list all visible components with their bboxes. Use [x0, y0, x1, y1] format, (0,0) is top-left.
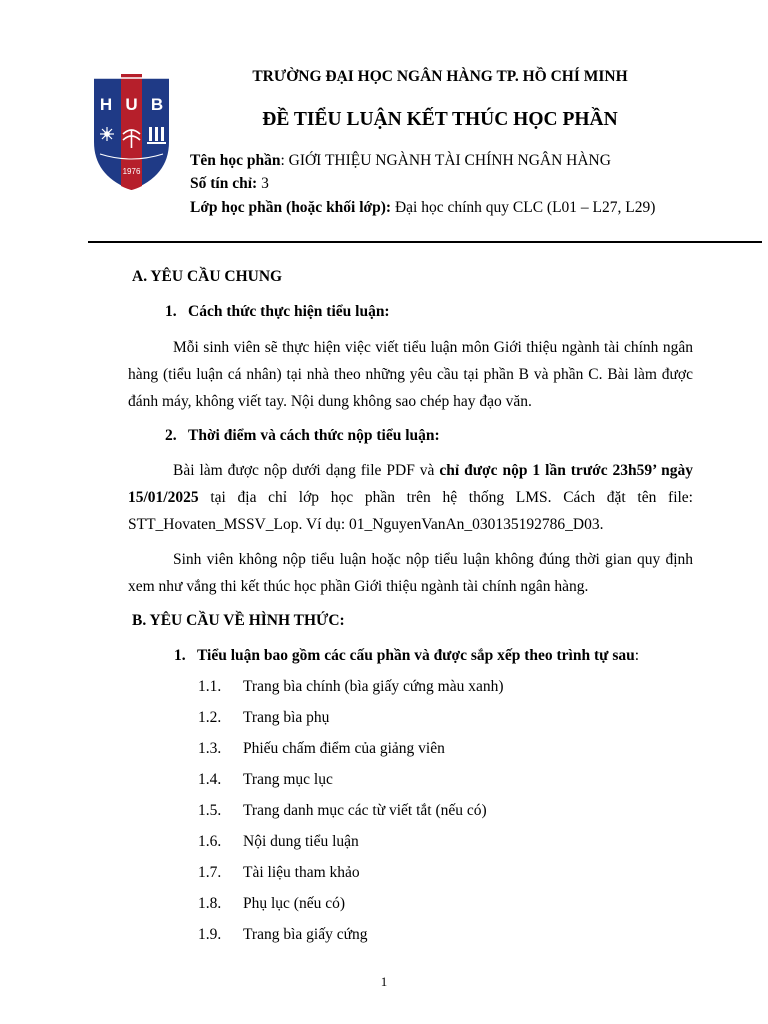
deadline-text: chỉ được nộp 1 lần trước 23h59’ ngày 15/01/2025: [128, 462, 693, 506]
item-number: 1.8.: [198, 895, 222, 912]
item-number: 1.7.: [198, 864, 222, 881]
item-number: 1.6.: [198, 833, 222, 850]
header-divider: [88, 241, 762, 243]
credits-value: 3: [257, 175, 269, 192]
item-text: Trang bìa giấy cứng: [243, 926, 368, 943]
sub-title: Tiểu luận bao gồm các cấu phần và được sắp xếp theo trình tự sau: [197, 647, 635, 664]
item-text: Trang mục lục: [243, 771, 333, 788]
course-value: : GIỚI THIỆU NGÀNH TÀI CHÍNH NGÂN HÀNG: [280, 152, 611, 169]
section-a-title: A. YÊU CẦU CHUNG: [132, 268, 283, 285]
item-text: Trang danh mục các từ viết tắt (nếu có): [243, 802, 487, 819]
course-label: Tên học phần: [190, 152, 281, 169]
school-name: TRƯỜNG ĐẠI HỌC NGÂN HÀNG TP. HỒ CHÍ MINH: [252, 68, 628, 85]
item-text: Tài liệu tham khảo: [243, 864, 360, 881]
sub-number: 1.: [174, 647, 186, 664]
sub-title: Cách thức thực hiện tiểu luận:: [188, 303, 390, 320]
paragraph-text: tại địa chỉ lớp học phần trên hệ thống LMS. Cách đặt tên file: STT_Hovaten_MSSV_Lop. Ví dụ: 01_NguyenVanAn_030135192786_D03.: [128, 489, 693, 533]
section-b-sub1-heading: [174, 647, 639, 665]
item-number: 1.3.: [198, 740, 222, 757]
class-label: Lớp học phần (hoặc khối lớp):: [190, 199, 392, 216]
list-item: [198, 771, 333, 789]
section-a-sub1-paragraph: [128, 334, 693, 415]
paragraph-text: Sinh viên không nộp tiểu luận hoặc nộp tiểu luận không đúng thời gian quy định xem như vắng thi kết thúc học phần Giới thiệu ngành tài chính ngân hàng.: [128, 551, 693, 595]
item-text: Phiếu chấm điểm của giảng viên: [243, 740, 445, 757]
paragraph-text: Mỗi sinh viên sẽ thực hiện việc viết tiểu luận môn Giới thiệu ngành tài chính ngân hàng (tiểu luận cá nhân) tại nhà theo những yêu cầu tại phần B và phần C. Bài làm được đánh máy, không viết tay. Nội dung không sao chép hay đạo văn.: [128, 339, 693, 410]
logo-letter-u: U: [125, 95, 138, 114]
class-value: Đại học chính quy CLC (L01 – L27, L29): [391, 199, 656, 216]
sub-title-colon: :: [634, 647, 640, 664]
list-item: [198, 833, 359, 851]
logo-letter-b: B: [150, 95, 164, 114]
paragraph-text: Bài làm được nộp dưới dạng file PDF và: [173, 462, 440, 479]
page-number: 1: [380, 974, 388, 989]
list-item: [198, 709, 329, 727]
section-a-sub1-heading: [165, 303, 390, 321]
item-number: 1.5.: [198, 802, 222, 819]
section-b-title: B. YÊU CẦU VỀ HÌNH THỨC:: [132, 612, 345, 629]
list-item: [198, 740, 445, 758]
sub-number: 2.: [165, 427, 177, 444]
sub-title: Thời điểm và cách thức nộp tiểu luận:: [188, 427, 440, 444]
item-text: Trang bìa phụ: [243, 709, 330, 726]
sub-number: 1.: [165, 303, 177, 320]
section-a-sub2-heading: [165, 427, 440, 445]
list-item: [198, 926, 368, 944]
item-number: 1.2.: [198, 709, 222, 726]
credits-line: [190, 175, 269, 193]
item-text: Trang bìa chính (bìa giấy cứng màu xanh): [243, 678, 504, 695]
section-a-sub2-paragraph-1: [128, 457, 693, 538]
hub-logo: [90, 72, 173, 192]
item-number: 1.4.: [198, 771, 222, 788]
list-item: [198, 864, 360, 882]
course-line: [190, 152, 611, 170]
list-item: [198, 802, 487, 820]
credits-label: Số tín chỉ:: [190, 175, 258, 192]
list-item: [198, 895, 345, 913]
item-number: 1.9.: [198, 926, 222, 943]
logo-network-icon: [100, 127, 114, 141]
item-text: Phụ lục (nếu có): [243, 895, 346, 912]
list-item: [198, 678, 504, 696]
item-number: 1.1.: [198, 678, 222, 695]
logo-year: 1976: [122, 167, 141, 176]
item-text: Nội dung tiểu luận: [243, 833, 359, 850]
logo-letter-h: H: [99, 95, 113, 114]
section-a-sub2-paragraph-2: [128, 546, 693, 600]
doc-title: ĐỀ TIỂU LUẬN KẾT THÚC HỌC PHẦN: [262, 109, 618, 130]
class-line: [190, 199, 655, 217]
